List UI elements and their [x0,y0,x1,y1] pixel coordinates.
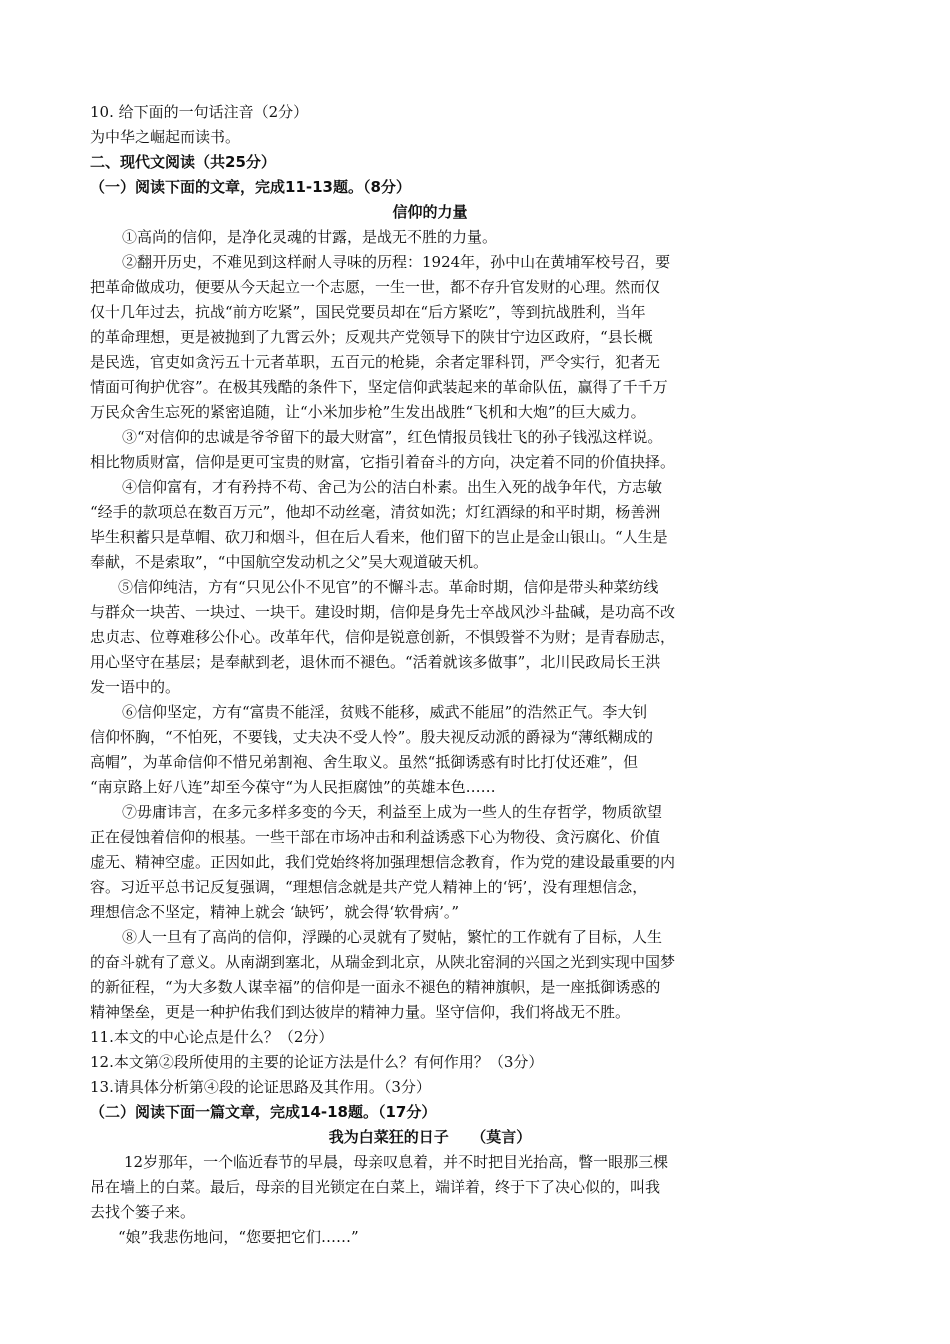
article-line: 的奋斗就有了意义。从南湖到塞北，从瑞金到北京，从陕北窑洞的兴国之光到实现中国梦 [90,953,676,971]
part1-article-title: 信仰的力量 [392,203,468,221]
article-line: “娘”我悲伤地问，“您要把它们……” [118,1228,359,1246]
question-12: 12.本文第②段所使用的主要的论证方法是什么？有何作用？（3分） [90,1053,544,1071]
article-line: ①高尚的信仰，是净化灵魂的甘露，是战无不胜的力量。 [122,228,498,246]
article-line: 仅十几年过去，抗战“前方吃紧”，国民党要员却在“后方紧吃”，等到抗战胜利，当年 [90,303,646,321]
article-line: ③“对信仰的忠诚是爷爷留下的最大财富”，红色情报员钱壮飞的孙子钱泓这样说。 [122,428,663,446]
article-line: 的革命理想，更是被抛到了九霄云外；反观共产党领导下的陕甘宁边区政府，“县长概 [90,328,653,346]
article-line: 奉献，不是索取”，“中国航空发动机之父”吴大观道破天机。 [90,553,489,571]
part2-instruction: （二）阅读下面一篇文章，完成14-18题。（17分） [90,1103,437,1121]
article-line: 毕生积蓄只是草帽、砍刀和烟斗，但在后人看来，他们留下的岂止是金山银山。“人生是 [90,528,668,546]
article-line: 高帽”，为革命信仰不惜兄弟割袍、舍生取义。虽然“抵御诱惑有时比打仗还难”，但 [90,753,639,771]
article-line: 信仰怀胸，“不怕死，不要钱，丈夫决不受人怜”。殷夫视反动派的爵禄为“薄纸糊成的 [90,728,654,746]
article-line: ②翻开历史，不难见到这样耐人寻味的历程：1924年，孙中山在黄埔军校号召，要 [122,253,671,271]
article-line: 相比物质财富，信仰是更可宝贵的财富，它指引着奋斗的方向，决定着不同的价值抉择。 [90,453,676,471]
article-line: 用心坚守在基层；是奉献到老，退休而不褪色。“活着就该多做事”，北川民政局长王洪 [90,653,661,671]
question-13: 13.请具体分析第④段的论证思路及其作用。（3分） [90,1078,431,1096]
article-line: 去找个篓子来。 [90,1203,196,1221]
article-line: 是民选，官吏如贪污五十元者革职，五百元的枪毙，余者定罪科罚，严令实行，犯者无 [90,353,661,371]
article-line: ⑧人一旦有了高尚的信仰，浮躁的心灵就有了熨帖，繁忙的工作就有了目标，人生 [122,928,663,946]
article-line: 万民众舍生忘死的紧密追随，让“小米加步枪”生发出战胜“飞机和大炮”的巨大威力。 [90,403,646,421]
article-line: 12岁那年，一个临近春节的早晨，母亲叹息着，并不时把目光抬高，瞥一眼那三棵 [124,1153,669,1171]
part2-article-title: 我为白菜狂的日子 （莫言） [328,1128,532,1146]
question-10-text: 为中华之崛起而读书。 [90,128,241,146]
article-line: 理想信念不坚定，精神上就会 ‘缺钙’，就会得‘软骨病’。” [90,903,460,921]
article-line: 把革命做成功，便要从今天起立一个志愿，一生一世，都不存升官发财的心理。然而仅 [90,278,661,296]
article-line: ④信仰富有，才有矜持不苟、舍己为公的洁白朴素。出生入死的战争年代，方志敏 [122,478,663,496]
article-line: ⑤信仰纯洁，方有“只见公仆不见官”的不懈斗志。革命时期，信仰是带头种菜纺线 [118,578,659,596]
article-line: 情面可徇护优容”。在极其残酷的条件下，坚定信仰武装起来的革命队伍，赢得了千千万 [90,378,668,396]
article-line: 忠贞志、位尊难移公仆心。改革年代，信仰是锐意创新，不惧毁誉不为财；是青春励志， [90,628,676,646]
article-line: “经手的款项总在数百万元”，他却不动丝毫，清贫如洗；灯红酒绿的和平时期，杨善洲 [90,503,661,521]
article-line: 的新征程，“为大多数人谋幸福”的信仰是一面永不褪色的精神旗帜，是一座抵御诱惑的 [90,978,661,996]
article-line: ⑥信仰坚定，方有“富贵不能淫，贫贱不能移，威武不能屈”的浩然正气。李大钊 [122,703,648,721]
article-line: 正在侵蚀着信仰的根基。一些干部在市场冲击和利益诱惑下心为物役、贪污腐化、价值 [90,828,661,846]
part1-instruction: （一）阅读下面的文章，完成11-13题。（8分） [90,178,411,196]
article-line: ⑦毋庸讳言，在多元多样多变的今天，利益至上成为一些人的生存哲学，物质欲望 [122,803,663,821]
article-line: 吊在墙上的白菜。最后，母亲的目光锁定在白菜上，端详着，终于下了决心似的，叫我 [90,1178,661,1196]
article-line: 与群众一块苦、一块过、一块干。建设时期，信仰是身先士卒战风沙斗盐碱，是功高不改 [90,603,676,621]
section-heading: 二、现代文阅读（共25分） [90,153,276,171]
question-10-title: 10. 给下面的一句话注音（2分） [90,103,309,121]
article-line: 容。习近平总书记反复强调，“理想信念就是共产党人精神上的‘钙’，没有理想信念， [90,878,648,896]
question-11: 11.本文的中心论点是什么？（2分） [90,1028,334,1046]
article-line: 精神堡垒，更是一种护佑我们到达彼岸的精神力量。坚守信仰，我们将战无不胜。 [90,1003,631,1021]
article-line: 虚无、精神空虚。正因如此，我们党始终将加强理想信念教育，作为党的建设最重要的内 [90,853,676,871]
article-line: 发一语中的。 [90,678,181,696]
article-line: “南京路上好八连”却至今葆守“为人民拒腐蚀”的英雄本色…… [90,778,496,796]
